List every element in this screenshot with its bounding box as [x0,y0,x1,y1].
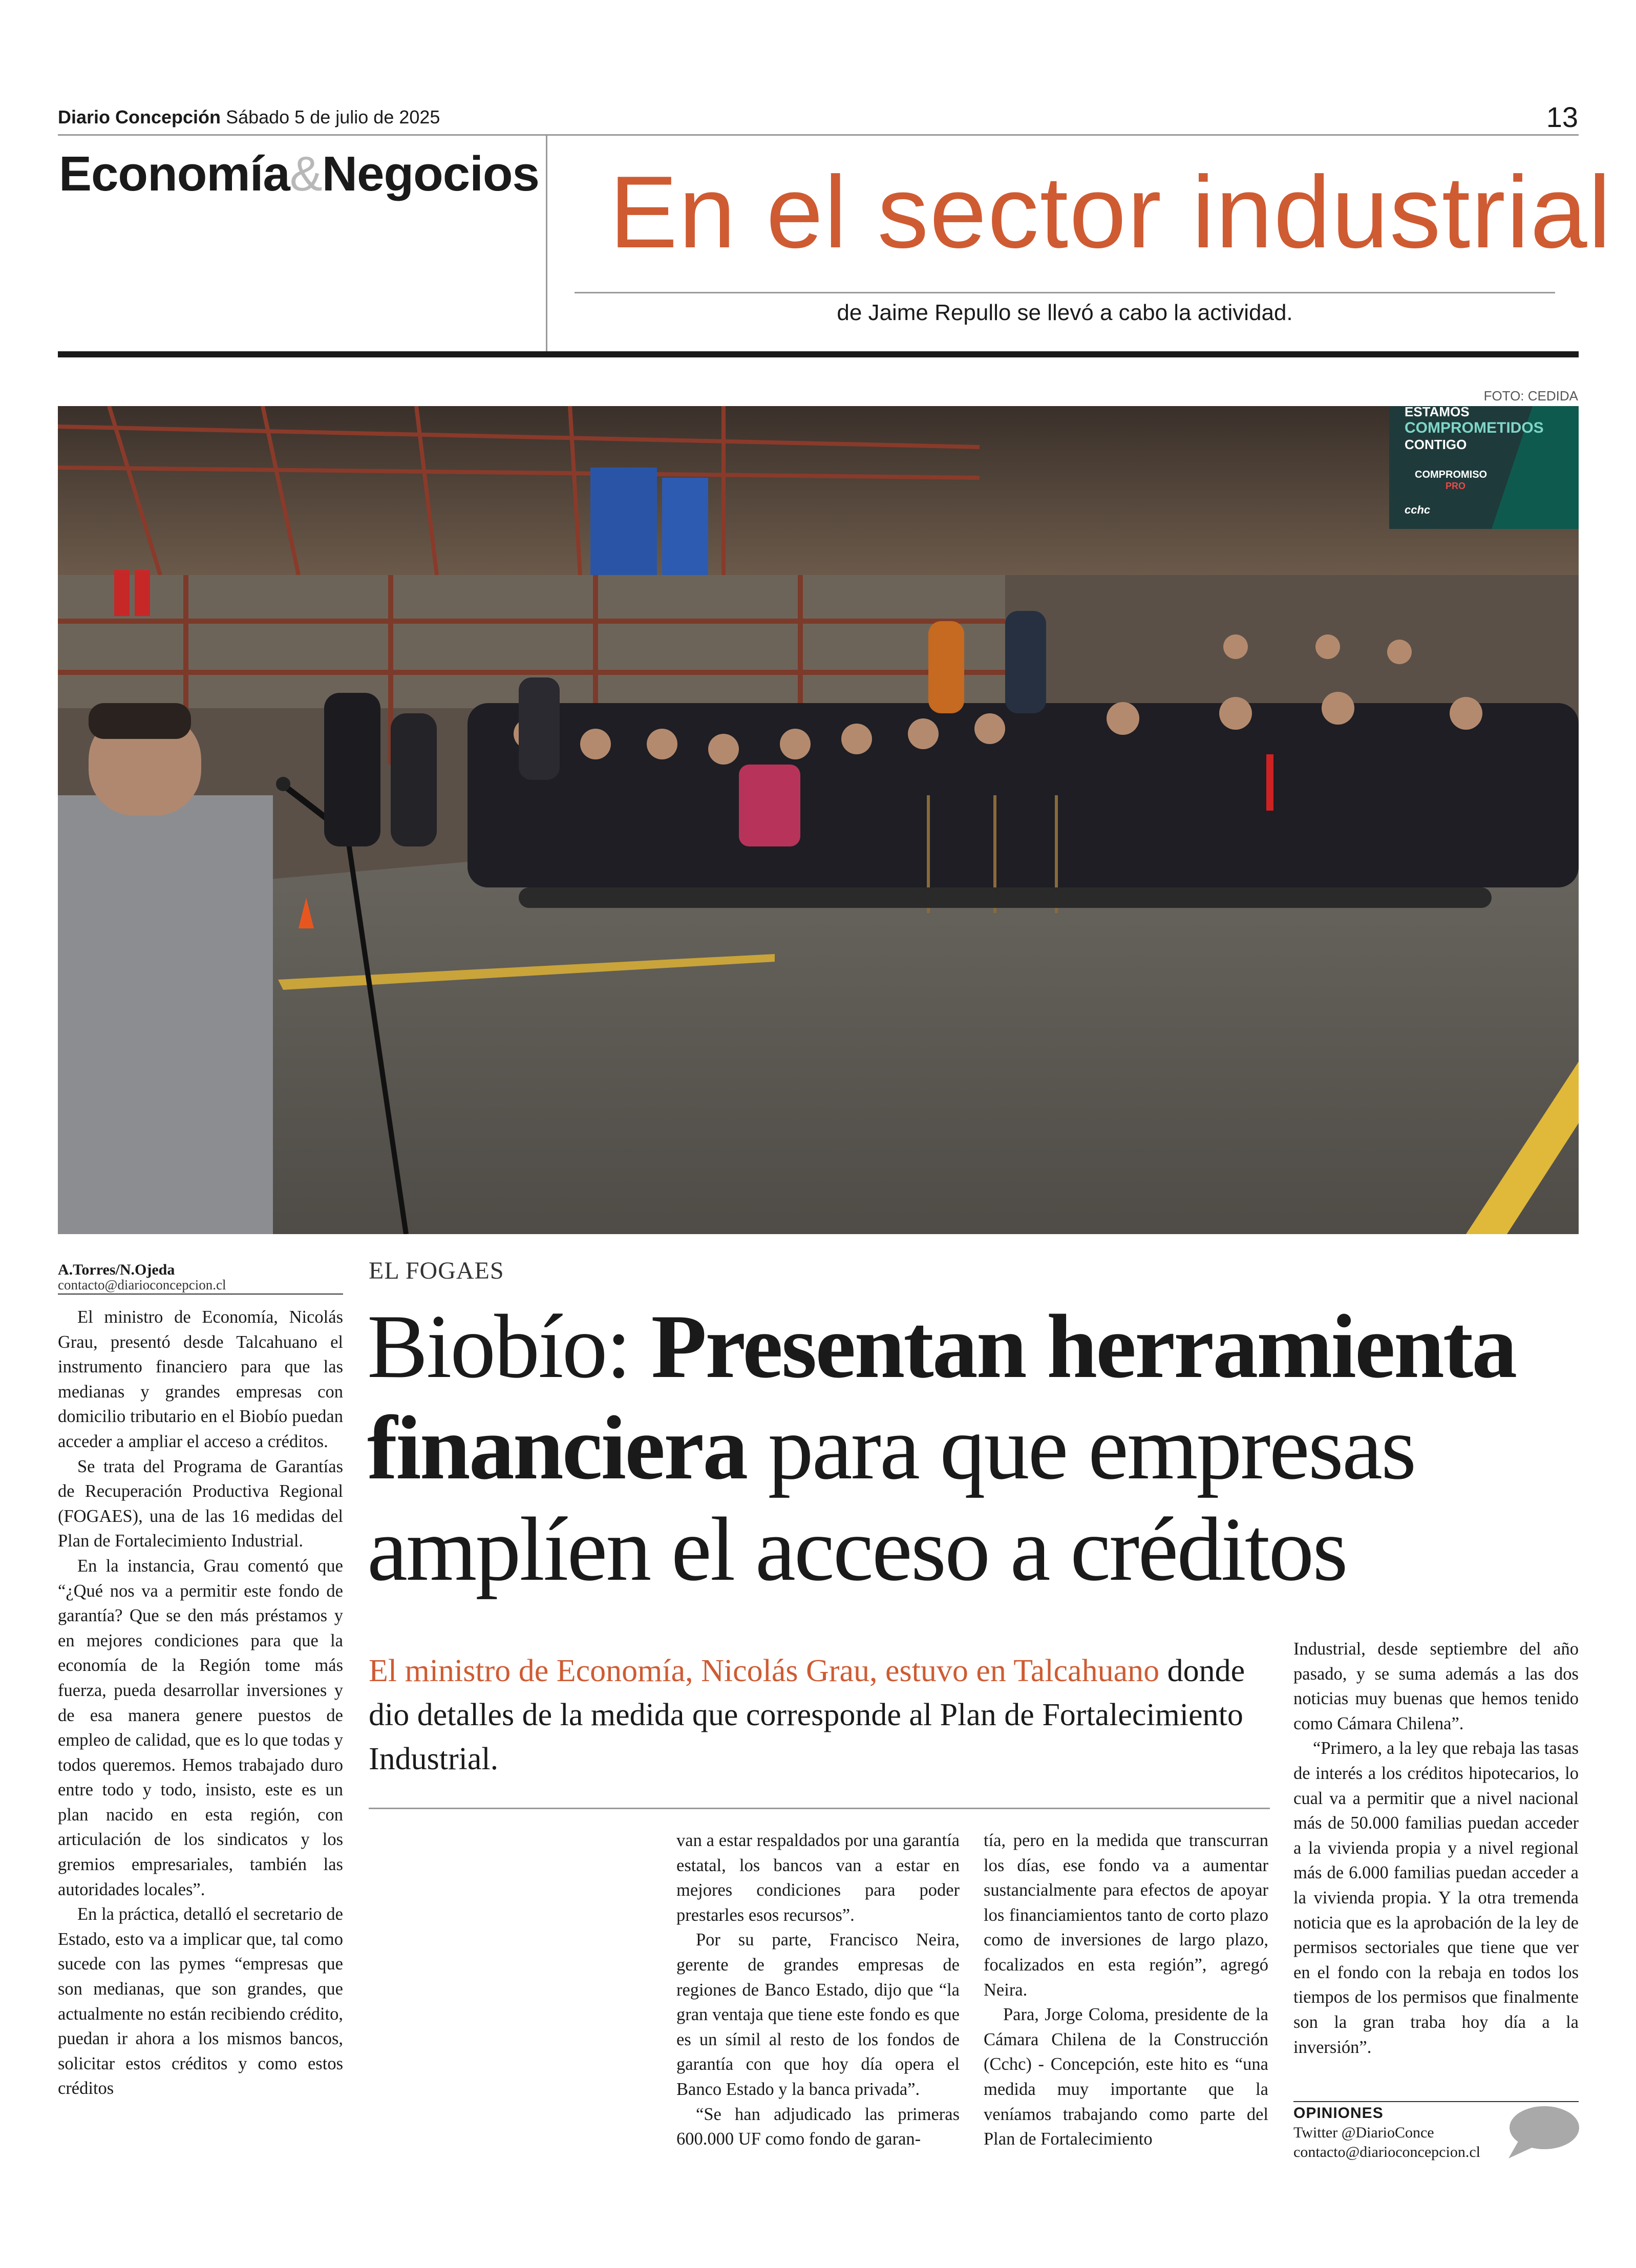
headline: Biobío: Presentan herramienta financiera para que empresas amplíen el acceso a créditos [367,1296,1516,1600]
banner-line-3: CONTIGO [1405,437,1467,452]
warehouse-scene [58,406,1579,1234]
headline-kicker: EL FOGAES [369,1257,504,1284]
photo-caption: de Jaime Repullo se llevó a cabo la actividad. [837,300,1293,325]
paragraph: “Primero, a la ley que rebaja las tasas de interés a los créditos hipotecarios, lo cual va a permitir que a nivel nacional más de 50.000 familias puedan acceder a la vivienda propia y a nivel regional más de 6.000 familias puedan acceder a la vivienda propia. Y la otra tremenda noticia que es la aprobación de la ley de permisos sectoriales que tiene que ver en el fondo con la rebaja en todos los tiempos de los permisos que finalmente son la gran traba hoy día a la inversión”. [1293,1739,1579,2057]
article-column-3 [984,1828,1268,2152]
subheadline-rule [369,1808,1270,1809]
paper-name: Diario Concepción [58,107,221,128]
kicker-rule [575,292,1555,293]
banner-line-5: PRO [1446,481,1466,491]
banner-line-1: ESTAMOS [1405,406,1470,419]
paragraph: Por su parte, Francisco Neira, gerente de grandes empresas de regiones de Banco Estado, dijo que “la gran ventaja que tiene este fondo es que es un símil al resto de los fondos de garantía con que hoy día opera el Banco Estado y la banca privada”. [676,1930,960,2099]
header-bottom-rule [58,351,1579,357]
section-divider [546,134,547,352]
article-column-4 [1293,1637,1579,2060]
paragraph: “Se han adjudicado las primeras 600.000 UF como fondo de garan- [676,2104,960,2149]
author-byline: A.Torres/N.Ojeda [58,1261,175,1278]
top-rule [58,134,1579,136]
paragraph: En la instancia, Grau comentó que “¿Qué nos va a permitir este fondo de garantía? Que se den más préstamos y en mejores condiciones para que la economía de la Región tome más fuerza, pueda desarrollar inversiones y de esa manera genere puestos de empleo de calidad, que es lo que todas y todos queremos. Hemos trabajado duro entre todo y todo, insisto, este es un plan nacido en esta región, con articulación de los sindicatos y los gremios empresariales, también las autoridades locales”. [58,1556,343,1899]
masthead-line [58,107,440,128]
section-label: Economía&Negocios [59,146,539,201]
subheadline: El ministro de Economía, Nicolás Grau, estuvo en Talcahuano donde dio detalles de la medida que corresponde al Plan de Fortalecimiento Industrial. [369,1654,1245,1776]
speech-bubble-icon [1503,2105,1580,2161]
opinions-title: OPINIONES [1293,2105,1384,2122]
event-photo [58,406,1579,1234]
opinions-twitter[interactable]: Twitter @DiarioConce [1293,2124,1434,2141]
paragraph: Industrial, desde septiembre del año pasado, y se suma además a las dos noticias muy buenas que hemos tenido como Cámara Chilena”. [1293,1639,1579,1733]
byline-rule [58,1294,343,1295]
paragraph: El ministro de Economía, Nicolás Grau, presentó desde Talcahuano el instrumento financiero para que las medianas y grandes empresas con domicilio tributario en el Biobío puedan acceder a ampliar el acceso a créditos. [58,1307,343,1451]
banner-logo: cchc [1405,503,1431,516]
article-column-2 [676,1828,960,2152]
opinions-email[interactable]: contacto@diarioconcepcion.cl [1293,2144,1480,2160]
photo-credit: FOTO: CEDIDA [1483,388,1578,404]
paragraph: Para, Jorge Coloma, presidente de la Cámara Chilena de la Construcción (Cchc) - Concepción, este hito es “una medida muy importante que la veníamos trabajando como parte del Plan de Fortalecimiento [984,2005,1268,2149]
banner-line-2: COMPROMETIDOS [1405,419,1544,436]
issue-date: Sábado 5 de julio de 2025 [226,107,440,128]
author-email[interactable]: contacto@diarioconcepcion.cl [58,1277,226,1292]
paragraph: van a estar respaldados por una garantía estatal, los bancos van a estar en mejores condiciones para poder prestarles esos recursos”. [676,1831,960,1925]
banner-line-4: COMPROMISO [1415,469,1488,480]
paragraph: tía, pero en la medida que transcurran los días, ese fondo va a aumentar sustancialmente para efectos de apoyar los financiamientos tanto de corto plazo como de inversiones de largo plazo, focalizados en esta región”, agregó Neira. [984,1831,1268,2000]
paragraph: Se trata del Programa de Garantías de Recuperación Productiva Regional (FOGAES), una de las 16 medidas del Plan de Fortalecimiento Industrial. [58,1456,343,1551]
photo-kicker-title: En el sector industrial [609,155,1612,269]
paragraph: En la práctica, detalló el secretario de Estado, esto va a implicar que, tal como sucede con las pymes “empresas que son medianas, que son grandes, que actualmente no están recibiendo crédito, puedan ir ahora a los mismos bancos, solicitar estos créditos y como estos créditos [58,1904,343,2099]
opinions-rule [1293,2101,1579,2102]
page-number: 13 [1546,101,1578,133]
article-column-1 [58,1305,343,2101]
